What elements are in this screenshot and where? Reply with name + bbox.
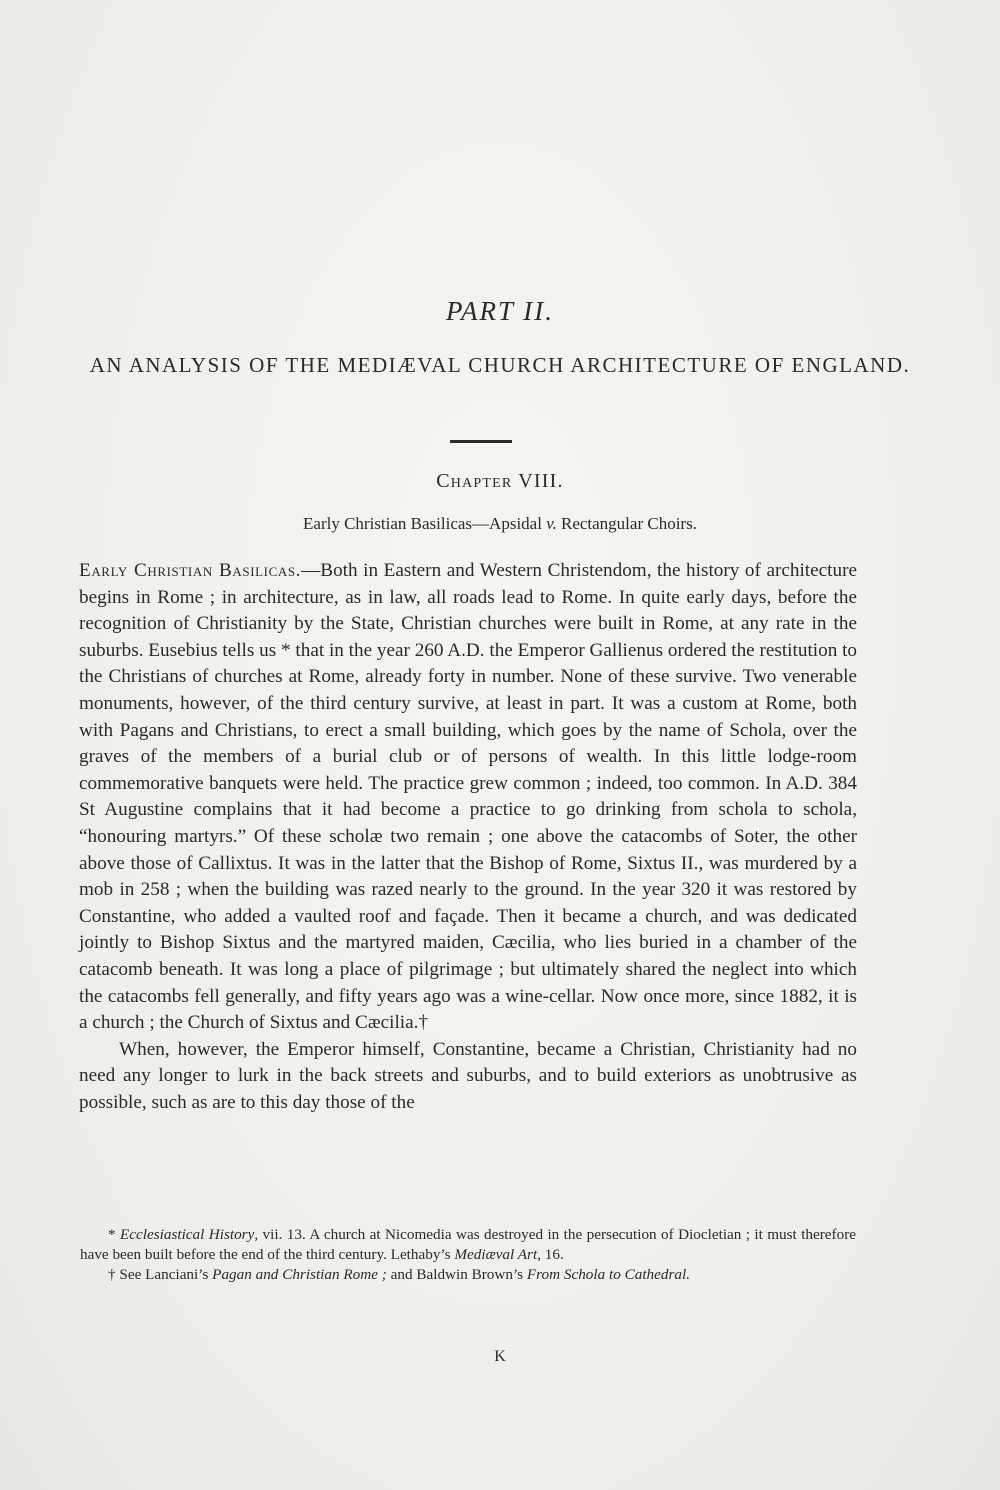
footnotes <box>80 1225 856 1285</box>
book-title: AN ANALYSIS OF THE MEDIÆVAL CHURCH ARCHITECTURE OF ENGLAND. <box>89 353 911 377</box>
part-title: PART II. <box>445 296 554 326</box>
footnote-2-title: Pagan and Christian Rome ; <box>212 1266 387 1283</box>
footnote-1-title2: Mediæval Art <box>454 1246 538 1263</box>
paragraph-1 <box>79 558 857 1037</box>
chapter-subtitle-italic: v. <box>546 514 557 533</box>
paragraph-1-text: —Both in Eastern and Western Christendom, the history of architecture begins in Rome ; in architecture, as in law, all roads lead to Rome. In quite early days, before the recognition of Christianity by the State, Christian churches were built in Rome, at any rate in the suburbs. Eusebius tells us * that in the year 260 A.D. the Emperor Gallienus ordered the restitution to the Christians of churches at Rome, already forty in number. None of these survive. Two venerable monuments, however, of the third century survive, at least in part. It was a custom at Rome, both with Pagans and Christians, to erect a small building, which goes by the name of Schola, over the graves of the members of a burial club or of persons of wealth. In this little lodge-room commemorative banquets were held. The practice grew common ; indeed, too common. In A.D. 384 St Augustine complains that it had become a practice to go drinking from schola to schola, “honouring martyrs.” Of these scholæ two remain ; one above the catacombs of Soter, the other above those of Callixtus. It was in the latter that the Bishop of Rome, Sixtus II., was murdered by a mob in 258 ; when the building was razed nearly to the ground. In the year 320 it was restored by Constantine, who added a vaulted roof and façade. Then it became a church, and was dedicated jointly to Bishop Sixtus and the martyred maiden, Cæcilia, who lies buried in a chamber of the catacomb beneath. It was long a place of pilgrimage ; but ultimately shared the neglect into which the catacombs fell generally, and fifty years ago was a wine-cellar. Now once more, since 1882, it is a church ; the Church of Sixtus and Cæcilia.† <box>79 560 858 1034</box>
footnote-2-text: and Baldwin Brown’s <box>386 1266 527 1283</box>
footnote-1-text: , vii. 13. A church at Nicomedia was destroyed in the persecution of Diocletian ; it must therefore have been built before the end of the third century. Lethaby’s <box>80 1226 856 1263</box>
chapter-heading: Chapter VIII. <box>436 470 564 492</box>
body-text <box>79 558 857 1116</box>
footnote-1-title: Ecclesiastical History <box>120 1226 255 1243</box>
footnote-1 <box>80 1225 856 1265</box>
chapter-subtitle-part1: Early Christian Basilicas—Apsidal <box>303 514 547 533</box>
paragraph-2: When, however, the Emperor himself, Constantine, became a Christian, Christianity had no need any longer to lurk in the back streets and suburbs, and to build exteriors as unobtrusive as possible, such as are to this day those of the <box>79 1038 857 1113</box>
page-signature: K <box>494 1348 506 1365</box>
footnote-1-text2: , 16. <box>537 1246 564 1263</box>
chapter-subtitle <box>0 514 1000 534</box>
footnote-2-title2: From Schola to Cathedral. <box>526 1266 691 1283</box>
title-divider <box>450 440 512 443</box>
chapter-subtitle-part2: Rectangular Choirs. <box>556 514 697 533</box>
lead-heading: Early Christian Basilicas. <box>79 560 302 581</box>
footnote-2 <box>80 1265 856 1285</box>
footnote-1-mark: * <box>108 1226 120 1243</box>
footnote-2-mark: † See Lanciani’s <box>108 1266 213 1283</box>
